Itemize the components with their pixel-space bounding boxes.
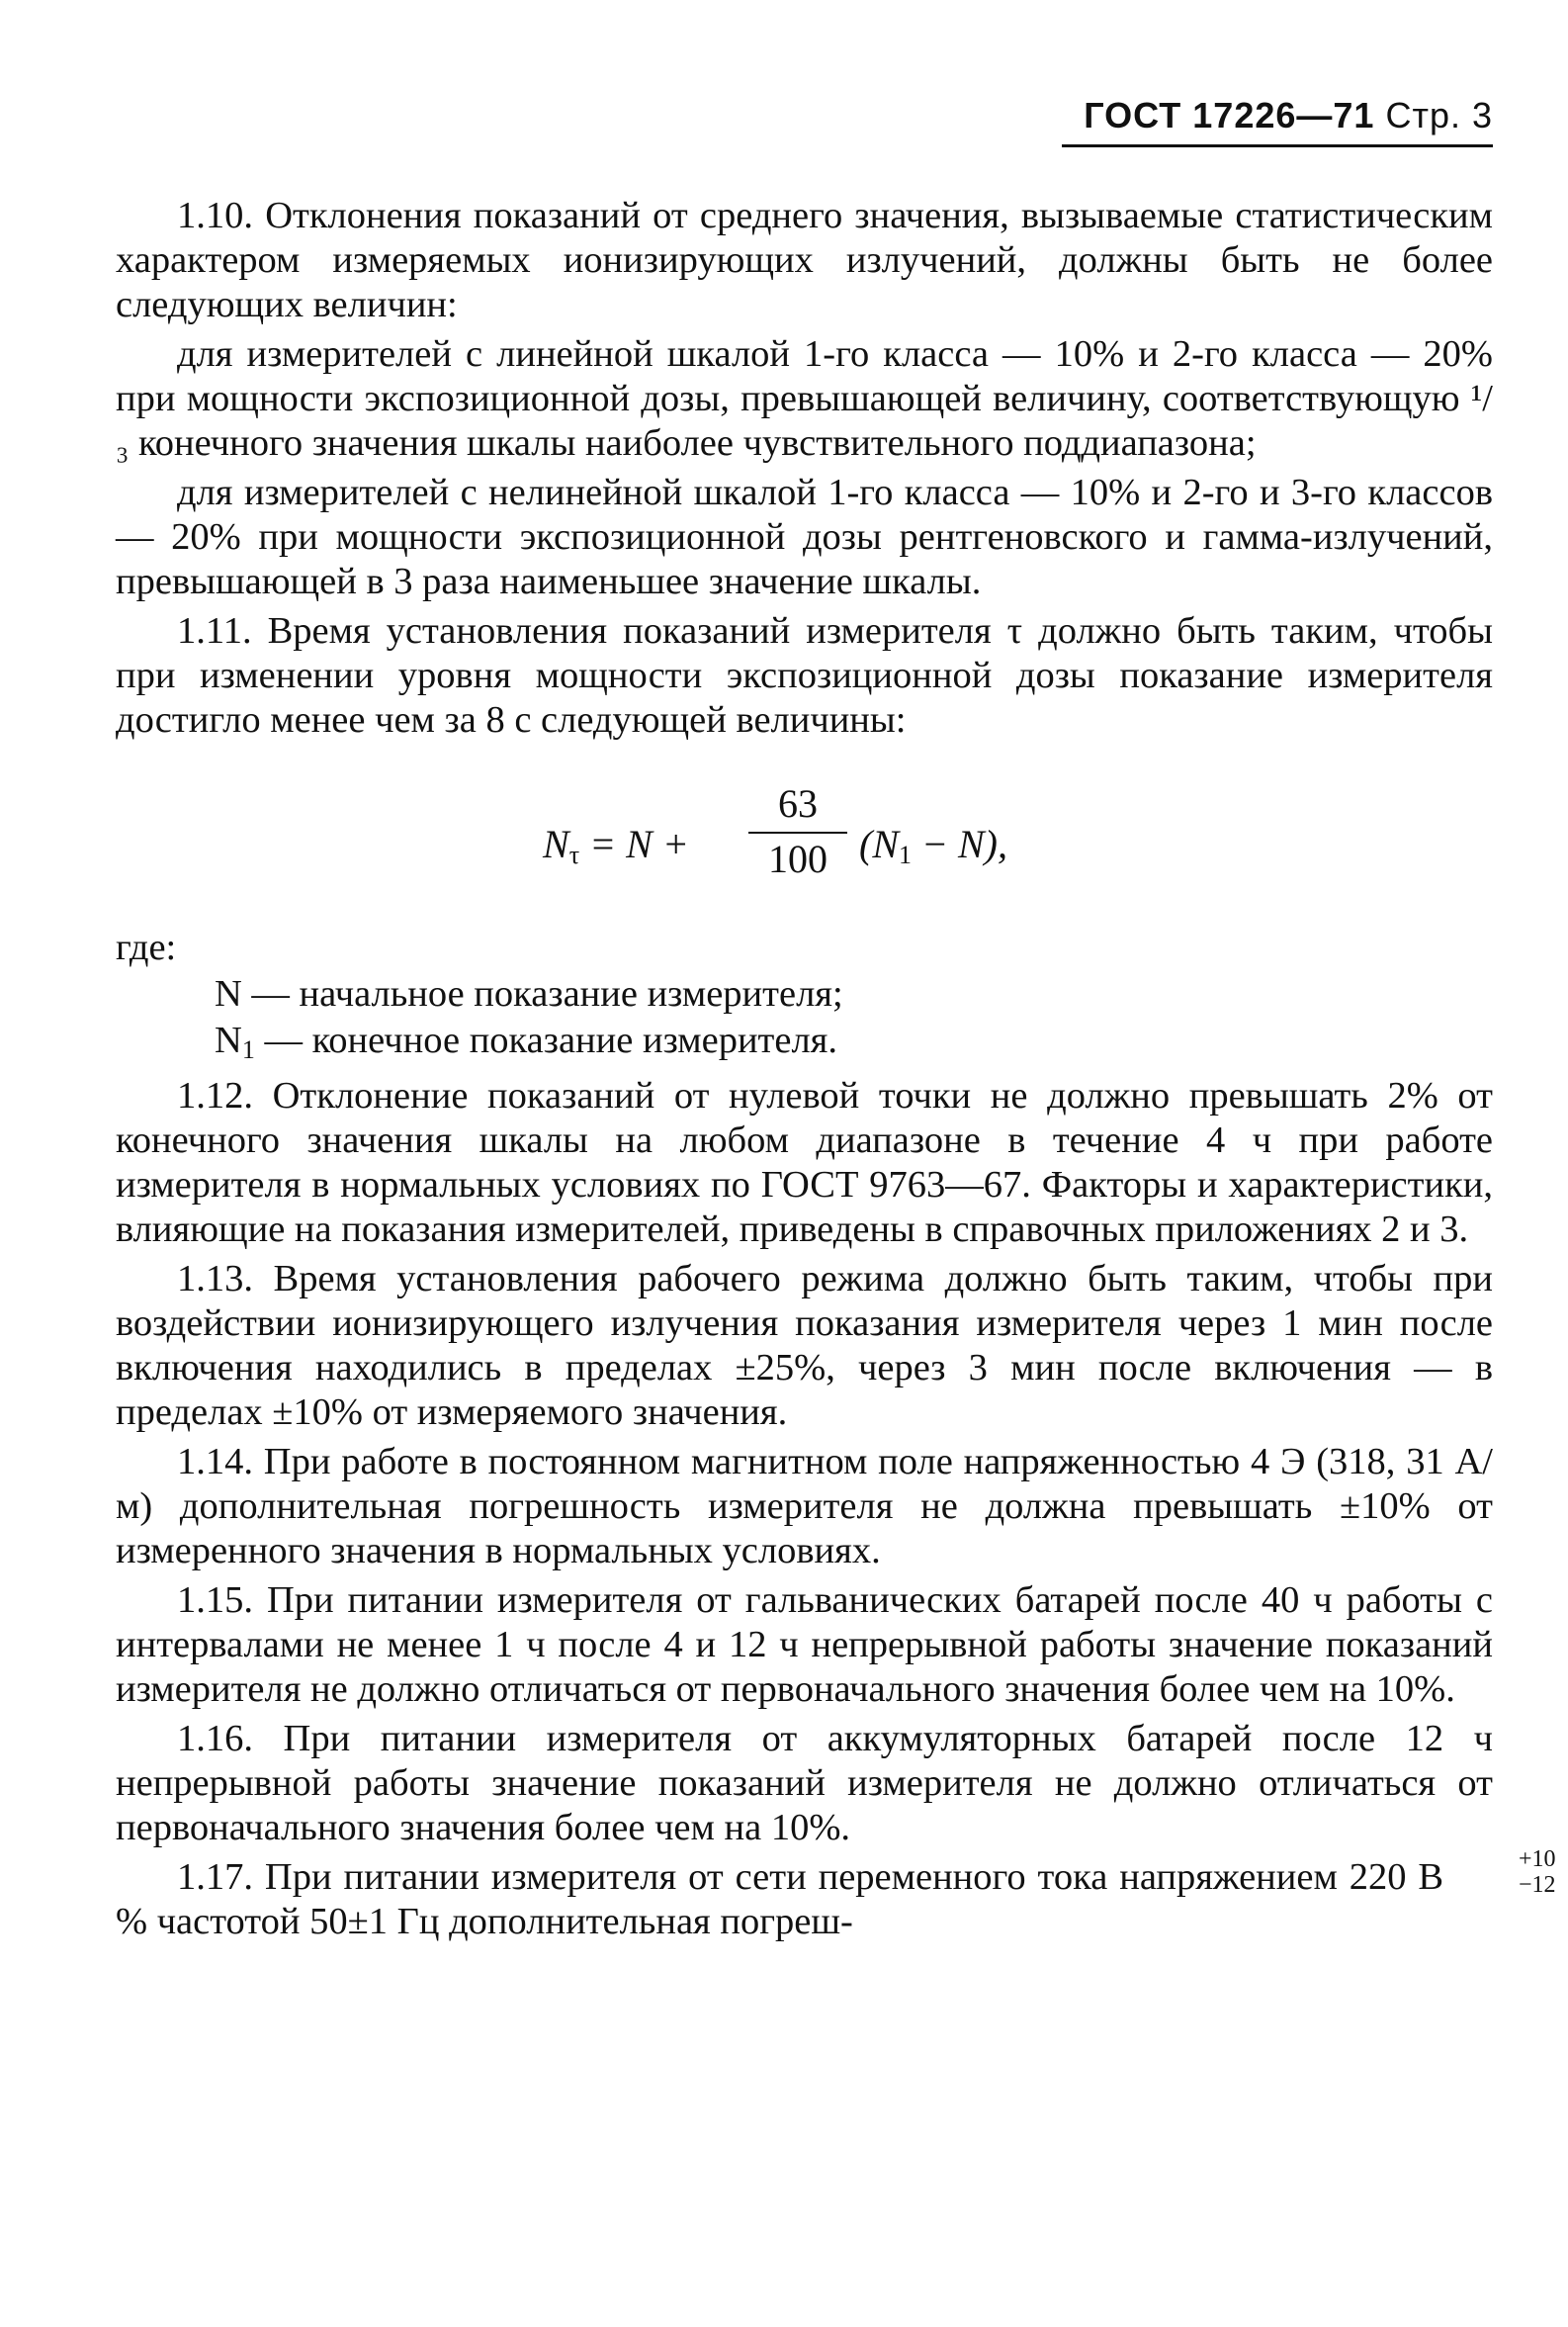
paragraph-1-15: 1.15. При питании измерителя от гальванических батарей после 40 ч работы с интервалами не менее 1 ч после 4 и 12 ч непрерывной работы значение показаний измерителя не должно отличаться от первоначального значения более чем на 10%.	[116, 1579, 1493, 1710]
definition-n: N — начальное показание измерителя;	[215, 973, 843, 1015]
paragraph-1-10b: для измерителей с нелинейной шкалой 1-го класса — 10% и 2-го и 3-го классов — 20% при мощности экспозиционной дозы рентгеновского и гамма-излучений, превышающей в 3 раза наименьшее значение шкалы.	[116, 472, 1493, 602]
paragraph-1-17: 1.17. При питании измерителя от сети переменного тока напряжением 220 В +10 −12 % частотой 50±1 Гц дополнительная погреш-	[116, 1846, 1556, 1942]
fraction-denominator: 100	[768, 837, 828, 881]
header-rule	[1062, 144, 1493, 147]
doc-code: ГОСТ 17226—71	[1084, 95, 1375, 135]
formula	[116, 782, 1493, 926]
tolerance: +10 −12	[1519, 1846, 1556, 1898]
paragraph-1-16: 1.16. При питании измерителя от аккумуляторных батарей после 12 ч непрерывной работы значение показаний измерителя не должно отличаться от первоначального значения более чем на 10%.	[116, 1718, 1493, 1848]
definition-n1: $N_1$ — конечное показание измерителя.	[215, 1020, 838, 1064]
paragraph-1-10: 1.10. Отклонения показаний от среднего значения, вызываемые статистическим характером измеряемых ионизирующих излучений, должны быть не более следующих величин:	[116, 195, 1493, 325]
document-body	[116, 194, 1556, 1949]
paragraph-1-14: 1.14. При работе в постоянном магнитном поле напряженностью 4 Э (318, 31 А/м) дополнительная погрешность измерителя не должна превышать ±10% от измеренного значения в нормальных условиях.	[116, 1441, 1493, 1571]
where-label: где:	[116, 927, 177, 968]
formula-rhs: $(N_1 - N)$,	[859, 822, 1007, 869]
fraction-bar	[748, 832, 847, 834]
page-header	[1048, 95, 1493, 136]
fraction-numerator: 63	[778, 781, 818, 826]
formula-fraction	[748, 782, 847, 881]
where-block	[116, 926, 1493, 1072]
paragraph-1-11: 1.11. Время установления показаний измерителя τ должно быть таким, чтобы при изменении уровня мощности экспозиционной дозы показание измерителя достигло менее чем за 8 с следующей величины:	[116, 610, 1493, 741]
paragraph-1-10a: для измерителей с линейной шкалой 1-го класса — 10% и 2-го класса — 20% при мощности экспозиционной дозы, превышающей величину, соответствующую ¹/₃ конечного значения шкалы наиболее чувствительного поддиапазона;	[116, 333, 1493, 464]
paragraph-1-12: 1.12. Отклонение показаний от нулевой точки не должно превышать 2% от конечного значения шкалы на любом диапазоне в течение 4 ч при работе измерителя в нормальных условиях по ГОСТ 9763—67. Факторы и характеристики, влияющие на показания измерителей, приведены в справочных приложениях 2 и 3.	[116, 1075, 1493, 1250]
formula-lhs: $N_\tau = N$ +	[543, 822, 689, 869]
paragraph-1-13: 1.13. Время установления рабочего режима должно быть таким, чтобы при воздействии ионизирующего излучения показания измерителя через 1 мин после включения находились в пределах ±25%, через 3 мин после включения — в пределах ±10% от измеряемого значения.	[116, 1258, 1493, 1433]
page-label: Стр. 3	[1385, 95, 1493, 135]
